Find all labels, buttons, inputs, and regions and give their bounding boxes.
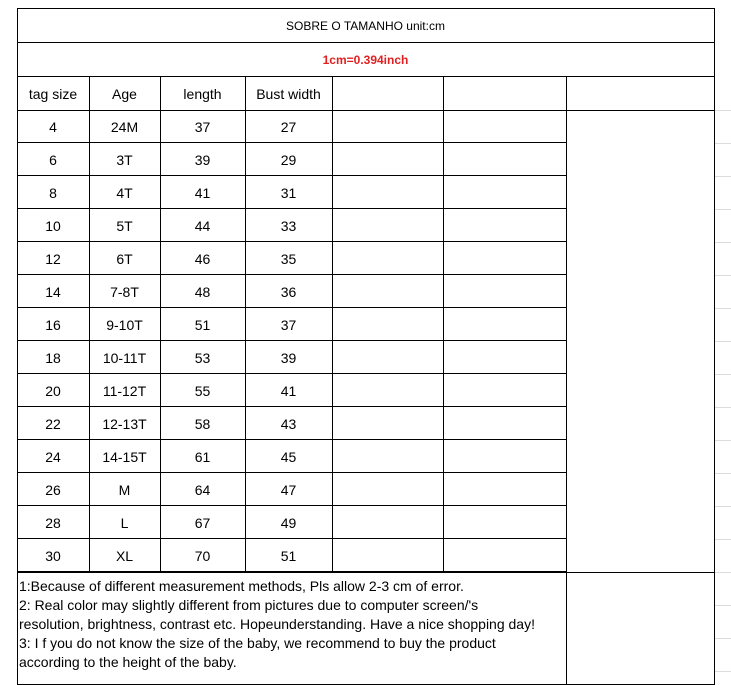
table-cell: 20 (45, 382, 61, 399)
table-cell: 4T (116, 184, 133, 201)
table-cell: 58 (194, 415, 211, 432)
table-cell: 27 (280, 118, 297, 135)
table-cell: 39 (280, 349, 297, 366)
note-line: 2: Real color may slightly different from pictures due to computer screen/'s (19, 597, 479, 613)
table-cell: 18 (45, 349, 61, 366)
table-cell: 48 (194, 283, 211, 300)
table-cell: 41 (194, 184, 211, 201)
note-line: 1:Because of different measurement methods, Pls allow 2-3 cm of error. (19, 578, 464, 594)
table-cell: 16 (45, 316, 61, 333)
table-cell: 4 (49, 118, 57, 135)
table-cell: 51 (280, 547, 297, 564)
notes-block (19, 577, 564, 672)
table-cell: 67 (194, 514, 211, 531)
table-cell: 29 (280, 151, 297, 168)
table-cell: 6T (116, 250, 133, 267)
header-bust-width: Bust width (256, 85, 321, 102)
table-cell: XL (115, 547, 134, 564)
table-cell: 24 (45, 448, 61, 465)
header-length: length (183, 85, 222, 102)
table-cell: 22 (45, 415, 61, 432)
table-cell: 12-13T (102, 415, 147, 432)
table-cell: 33 (280, 217, 297, 234)
table-cell: 5T (116, 217, 133, 234)
table-title: SOBRE O TAMANHO unit:cm (286, 18, 445, 33)
table-cell: 53 (194, 349, 211, 366)
table-cell: 31 (280, 184, 297, 201)
note-line: according to the height of the baby. (19, 654, 237, 670)
table-cell: 45 (280, 448, 297, 465)
table-cell: L (120, 514, 129, 531)
table-cell: 64 (194, 481, 211, 498)
table-cell: 10-11T (102, 349, 147, 366)
note-line: 3: I f you do not know the size of the baby, we recommend to buy the product (19, 635, 496, 651)
table-cell: 70 (194, 547, 211, 564)
table-cell: 12 (45, 250, 61, 267)
table-cell: 51 (194, 316, 211, 333)
table-cell: 37 (194, 118, 211, 135)
table-cell: 7-8T (110, 283, 139, 300)
table-cell: 30 (45, 547, 61, 564)
table-cell: 3T (116, 151, 133, 168)
unit-conversion: 1cm=0.394inch (322, 52, 409, 67)
table-cell: 14-15T (102, 448, 147, 465)
table-cell: 39 (194, 151, 211, 168)
table-cell: 9-10T (106, 316, 143, 333)
table-cell: 6 (49, 151, 57, 168)
table-cell: 10 (45, 217, 61, 234)
header-tag-size: tag size (28, 85, 78, 102)
note-line: resolution, brightness, contrast etc. Hopeunderstanding. Have a nice shopping day! (19, 616, 535, 632)
table-cell: 24M (110, 118, 139, 135)
table-cell: 61 (194, 448, 211, 465)
table-cell: 43 (280, 415, 297, 432)
header-age: Age (112, 85, 137, 102)
table-cell: 47 (280, 481, 297, 498)
table-cell: 36 (280, 283, 297, 300)
table-cell: 8 (49, 184, 57, 201)
table-cell: 28 (45, 514, 61, 531)
table-cell: 26 (45, 481, 61, 498)
table-cell: 11-12T (102, 382, 147, 399)
table-cell: 55 (194, 382, 211, 399)
table-cell: 14 (45, 283, 61, 300)
table-cell: 37 (280, 316, 297, 333)
table-cell: 35 (280, 250, 297, 267)
table-cell: 44 (194, 217, 211, 234)
table-cell: 41 (280, 382, 297, 399)
table-cell: M (118, 481, 131, 498)
table-cell: 49 (280, 514, 297, 531)
table-cell: 46 (194, 250, 211, 267)
